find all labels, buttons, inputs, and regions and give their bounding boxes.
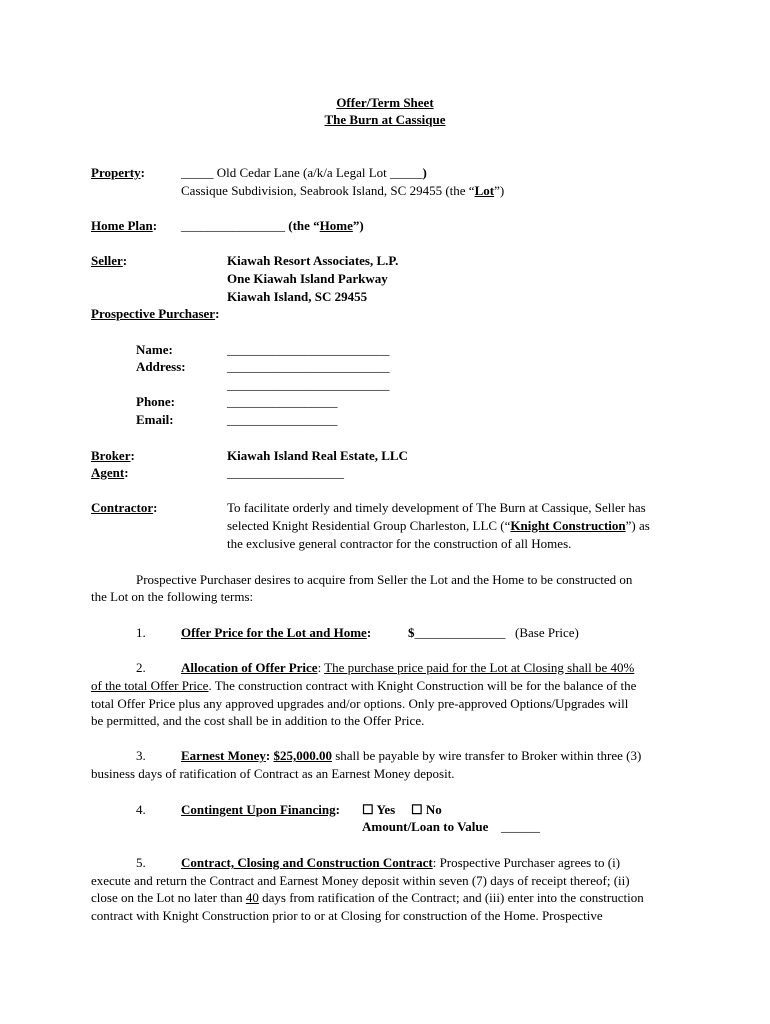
checkbox-icon[interactable]: ☐ — [411, 802, 423, 817]
home-plan-label: Home Plan: — [91, 218, 158, 233]
property-label: Property: — [91, 165, 145, 180]
loan-to-value-label: Amount/Loan to Value — [362, 819, 489, 834]
term-2-line-4: be permitted, and the cost shall be in addition to the Offer Price. — [91, 713, 425, 728]
seller-line-1: Kiawah Resort Associates, L.P. — [227, 253, 399, 268]
phone-label: Phone: — [136, 394, 175, 409]
term-2-number: 2. — [136, 660, 146, 675]
purchaser-label: Prospective Purchaser: — [91, 306, 220, 321]
phone-field[interactable]: _________________ — [227, 394, 338, 409]
term-1-heading: Offer Price for the Lot and Home: — [181, 625, 372, 640]
email-label: Email: — [136, 412, 174, 427]
term-2-line-3: total Offer Price plus any approved upgrades and/or options. Only pre-approved Options/Upgrades will — [91, 696, 629, 711]
contractor-label: Contractor: — [91, 500, 158, 515]
name-label: Name: — [136, 342, 173, 357]
property-line-1: _____ Old Cedar Lane (a/k/a Legal Lot _____) — [181, 165, 427, 180]
seller-label: Seller: — [91, 253, 128, 268]
intro-line-2: the Lot on the following terms: — [91, 589, 254, 604]
term-1-number: 1. — [136, 625, 146, 640]
contractor-line-3: the exclusive general contractor for the construction of all Homes. — [227, 536, 572, 551]
term-5-line-1: Contract, Closing and Construction Contract: Prospective Purchaser agrees to (i) — [181, 855, 621, 870]
term-3-number: 3. — [136, 748, 146, 763]
base-price-note: (Base Price) — [515, 625, 579, 640]
document-subtitle: The Burn at Cassique — [324, 112, 446, 127]
financing-no-option[interactable]: ☐ No — [411, 802, 442, 817]
intro-line-1: Prospective Purchaser desires to acquire from Seller the Lot and the Home to be constructed on — [136, 572, 633, 587]
seller-line-2: One Kiawah Island Parkway — [227, 271, 388, 286]
name-field[interactable]: _________________________ — [227, 342, 390, 357]
term-3-line-1: Earnest Money: $25,000.00 shall be payable by wire transfer to Broker within three (3) — [181, 748, 642, 763]
address-field-1[interactable]: _________________________ — [227, 359, 390, 374]
offer-price-field[interactable]: $______________ — [408, 625, 506, 640]
home-plan-value: ________________ (the “Home”) — [181, 218, 364, 233]
term-5-line-2: execute and return the Contract and Earnest Money deposit within seven (7) days of receipt thereof; (ii) — [91, 873, 630, 888]
term-5-number: 5. — [136, 855, 146, 870]
contractor-line-1: To facilitate orderly and timely development of The Burn at Cassique, Seller has — [227, 500, 646, 515]
email-field[interactable]: _________________ — [227, 412, 338, 427]
checkbox-icon[interactable]: ☐ — [362, 802, 374, 817]
broker-label: Broker: — [91, 448, 135, 463]
financing-yes-option[interactable]: ☐ Yes — [362, 802, 396, 817]
loan-to-value-field[interactable]: ______ — [501, 819, 540, 834]
term-4-number: 4. — [136, 802, 146, 817]
address-field-2[interactable]: _________________________ — [227, 377, 390, 392]
agent-label: Agent: — [91, 465, 129, 480]
agent-field[interactable]: __________________ — [227, 465, 344, 480]
contractor-line-2: selected Knight Residential Group Charleston, LLC (“Knight Construction”) as — [227, 518, 650, 533]
term-2-line-2: of the total Offer Price. The construction contract with Knight Construction will be for the balance of the — [91, 678, 637, 693]
address-label: Address: — [136, 359, 186, 374]
term-5-line-4: contract with Knight Construction prior to or at Closing for construction of the Home. Prospective — [91, 908, 603, 923]
document-title: Offer/Term Sheet — [336, 95, 434, 110]
term-5-line-3: close on the Lot no later than 40 days from ratification of the Contract; and (iii) enter into the construction — [91, 890, 644, 905]
seller-line-3: Kiawah Island, SC 29455 — [227, 289, 368, 304]
term-2-line-1: Allocation of Offer Price: The purchase price paid for the Lot at Closing shall be 40% — [181, 660, 635, 675]
term-3-line-2: business days of ratification of Contract as an Earnest Money deposit. — [91, 766, 455, 781]
term-4-heading: Contingent Upon Financing: — [181, 802, 340, 817]
property-line-2: Cassique Subdivision, Seabrook Island, SC 29455 (the “Lot”) — [181, 183, 505, 198]
broker-value: Kiawah Island Real Estate, LLC — [227, 448, 408, 463]
